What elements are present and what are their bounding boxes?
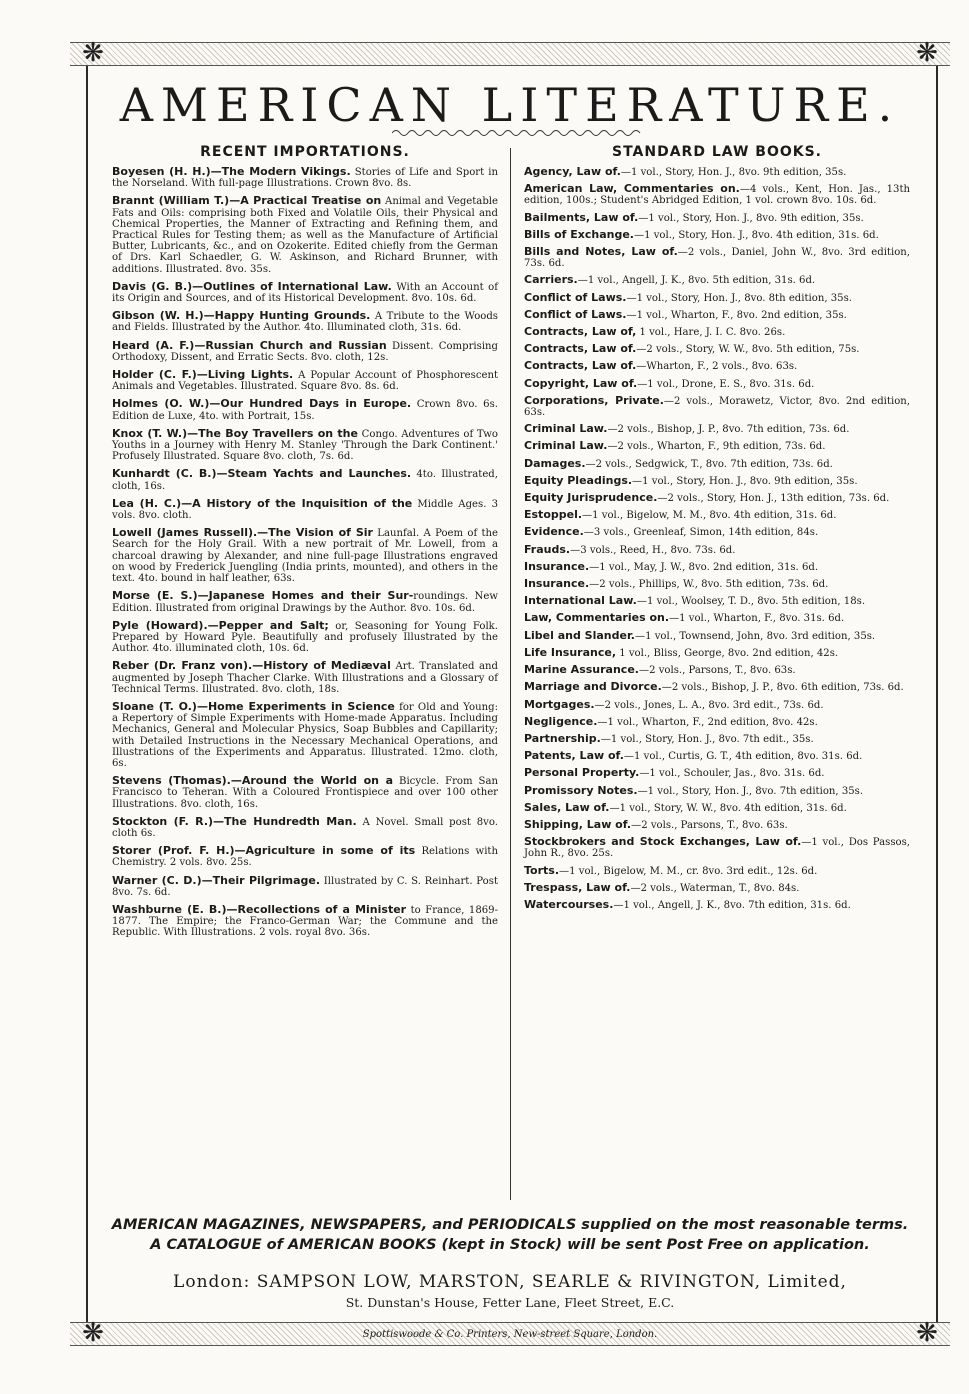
book-entry [524, 681, 910, 693]
corner-ornament-icon: ❋ [82, 38, 104, 68]
book-heading: Conflict of Laws. [524, 290, 627, 304]
book-details: —1 vol., Wharton, F., 8vo. 31s. 6d. [669, 613, 845, 625]
book-details: —3 vols., Greenleaf, Simon, 14th edition, 84s. [583, 527, 819, 539]
book-details: —2 vols., Parsons, T., 8vo. 63s. [631, 819, 788, 831]
book-entry [112, 590, 498, 613]
book-details: A Novel. Small post 8vo. cloth 6s. [112, 816, 498, 839]
book-entry [524, 544, 910, 556]
book-heading: Damages. [524, 456, 586, 470]
book-entry [524, 595, 910, 607]
book-entry [524, 395, 910, 418]
book-entry [524, 309, 910, 321]
book-entry [524, 343, 910, 355]
book-heading: Storer (Prof. F. H.)—Agriculture in some of its [112, 844, 416, 858]
book-entry [524, 647, 910, 659]
book-entry [524, 440, 910, 452]
book-details: —2 vols., Jones, L. A., 8vo. 3rd edit., 73s. 6d. [594, 699, 824, 711]
book-heading: Criminal Law. [524, 422, 608, 436]
book-details: —4 vols., Kent, Hon. Jas., 13th edition, 100s.; Student's Abridged Edition, 1 vol. crown 8vo. 10s. 6d. [524, 184, 910, 207]
book-details: —Wharton, F., 2 vols., 8vo. 63s. [636, 361, 798, 373]
recent-importations-column [112, 144, 498, 945]
book-heading: Contracts, Law of. [524, 342, 637, 356]
book-heading: Gibson (W. H.)—Happy Hunting Grounds. [112, 309, 371, 323]
book-entry [524, 326, 910, 338]
book-entry [524, 612, 910, 624]
book-details: for Old and Young: a Repertory of Simple Experiments with Home-made Apparatus. Including Mechanics, General and Molecular Physics, Soap Bubbles and Capillarity; with Detailed Instructions in the Necessary Mechanical Operations, and Illustrations of the Experiments and Apparatus. Illustrated. 12mo. cloth, 6s. [112, 701, 498, 769]
book-entry [112, 166, 498, 189]
book-details: —2 vols., Parsons, T., 8vo. 63s. [638, 665, 796, 677]
top-ornament-band [70, 42, 950, 66]
book-heading: Carriers. [524, 273, 578, 287]
book-details: —2 vols., Story, Hon. J., 13th edition, 73s. 6d. [657, 493, 890, 505]
book-details: —2 vols., Story, W. W., 8vo. 5th edition, 75s. [636, 344, 860, 356]
book-details: —1 vol., Story, Hon. J., 8vo. 9th edition, 35s. [620, 167, 847, 178]
footer-line: A CATALOGUE of AMERICAN BOOKS (kept in Stock) will be sent Post Free on application. [150, 1237, 870, 1253]
book-heading: Contracts, Law of. [524, 359, 637, 373]
standard-law-books-column [524, 144, 910, 916]
footer-line: AMERICAN MAGAZINES, NEWSPAPERS, and PERIODICALS supplied on the most reasonable terms. [111, 1217, 909, 1233]
book-heading: Agency, Law of. [524, 165, 621, 178]
book-entry [524, 578, 910, 590]
book-entry [524, 166, 910, 178]
book-details: —1 vol., Bigelow, M. M., cr. 8vo. 3rd edit., 12s. 6d. [559, 865, 818, 877]
book-entry [524, 423, 910, 435]
address-line: St. Dunstan's House, Fetter Lane, Fleet Street, E.C. [345, 1295, 675, 1310]
book-heading: Sloane (T. O.)—Home Experiments in Science [112, 699, 395, 713]
book-heading: Marine Assurance. [524, 663, 639, 677]
book-details: or, Seasoning for Young Folk. Prepared by Howard Pyle. Beautifully and profusely Illustrated by the Author. 4to. illuminated cloth, 10s. 6d. [112, 620, 498, 655]
book-details: A Popular Account of Phosphorescent Animals and Vegetables. Illustrated. Square 8vo. 8s. 6d. [112, 370, 499, 393]
book-entry [524, 292, 910, 304]
book-entry [524, 509, 910, 521]
book-details: —1 vol., Schouler, Jas., 8vo. 31s. 6d. [639, 768, 825, 780]
book-details: —3 vols., Reed, H., 8vo. 73s. 6d. [570, 544, 736, 556]
book-entry [112, 701, 498, 769]
book-entry [524, 526, 910, 538]
book-details: —1 vol., Townsend, John, 8vo. 3rd edition, 35s. [635, 630, 876, 642]
book-entry [524, 274, 910, 286]
book-heading: Estoppel. [524, 508, 583, 522]
book-details: A Tribute to the Woods and Fields. Illustrated by the Author. 4to. Illuminated cloth, 31s. 6d. [112, 311, 498, 334]
book-heading: Equity Jurisprudence. [524, 491, 658, 505]
book-details: Launfal. A Poem of the Search for the Holy Grail. With a new portrait of Mr. Lowell, from a charcoal drawing by Alexander, and nine full-page Illustrations engraved on wood by Frederick Juengling (India prints, mounted), and others in the text. 4to. bound in half leather, 63s. [112, 528, 499, 585]
book-details: —2 vols., Phillips, W., 8vo. 5th edition, 73s. 6d. [589, 579, 829, 591]
book-details: 1 vol., Bliss, George, 8vo. 2nd edition, 42s. [616, 647, 839, 659]
book-entry [112, 816, 498, 839]
book-details: —1 vol., Wharton, F., 2nd edition, 8vo. 42s. [597, 716, 818, 728]
book-entry [524, 378, 910, 390]
book-details: —1 vol., Angell, J. K., 8vo. 5th edition, 31s. 6d. [577, 275, 816, 287]
book-heading: Partnership. [524, 731, 601, 745]
book-entry [524, 561, 910, 573]
book-details: —2 vols., Wharton, F., 9th edition, 73s. 6d. [607, 441, 826, 453]
book-entry [524, 865, 910, 877]
book-details: —1 vol., Woolsey, T. D., 8vo. 5th edition, 18s. [636, 596, 866, 608]
book-entry [524, 699, 910, 711]
printer-imprint: Spottiswoode & Co. Printers, New-street Square, London. [362, 1329, 658, 1340]
book-heading: Watercourses. [524, 897, 614, 911]
book-details: Congo. Adventures of Two Youths in a Journey with Henry M. Stanley 'Through the Dark Continent.' Profusely Illustrated. Square 8vo. cloth, 7s. 6d. [112, 428, 498, 463]
book-entry [112, 660, 498, 695]
book-heading: Shipping, Law of. [524, 817, 632, 831]
book-details: Animal and Vegetable Fats and Oils: comprising both Fixed and Volatile Oils, their Physical and Chemical Properties, the Manner of Extracting and Refining them, and Practical Rules for Testing them; as well as the Manufacture of Artificial Butter, Lubricants, &c., and on Ozokerite. Edited chiefly from the German of Drs. Karl Schaedler, G. W. Askinson, and Richard Brunner, with additions. Illustrated. 8vo. 35s. [112, 196, 498, 275]
book-details: to France, 1869-1877. The Empire; the Franco-German War; the Commune and the Republic. With Illustrations. 2 vols. royal 8vo. 36s. [112, 904, 498, 939]
book-heading: Criminal Law. [524, 439, 608, 453]
book-entry [524, 899, 910, 911]
book-entry [524, 664, 910, 676]
book-heading: Reber (Dr. Franz von).—History of Mediæval [112, 659, 391, 673]
book-heading: Sales, Law of. [524, 800, 610, 814]
book-heading: Evidence. [524, 525, 584, 539]
book-heading: Insurance. [524, 559, 590, 573]
book-entry [524, 750, 910, 762]
book-details: —2 vols., Morawetz, Victor, 8vo. 2nd edition, 63s. [524, 395, 910, 419]
book-heading: Washburne (E. B.)—Recollections of a Minister [112, 902, 407, 916]
book-heading: Davis (G. B.)—Outlines of International Law. [112, 279, 392, 293]
book-details: Bicycle. From San Francisco to Teheran. With a Coloured Frontispiece and over 100 other Illustrations. 8vo. cloth, 16s. [112, 776, 498, 810]
book-heading: Trespass, Law of. [524, 880, 631, 894]
book-heading: International Law. [524, 594, 637, 608]
book-heading: Insurance. [524, 577, 590, 591]
book-heading: Promissory Notes. [524, 783, 638, 797]
book-entry [524, 458, 910, 470]
book-entry [524, 836, 910, 859]
book-heading: Libel and Slander. [524, 628, 635, 642]
book-details: —1 vol., May, J. W., 8vo. 2nd edition, 31s. 6d. [589, 561, 819, 573]
book-heading: Copyright, Law of. [524, 376, 638, 390]
book-heading: Boyesen (H. H.)—The Modern Vikings. [112, 165, 351, 178]
book-entry [524, 630, 910, 642]
corner-ornament-icon: ❋ [916, 38, 938, 68]
book-details: —1 vol., Dos Passos, John R., 8vo. 25s. [524, 837, 910, 860]
book-entry [524, 360, 910, 372]
book-entry [524, 212, 910, 224]
book-details: —1 vol., Story, Hon. J., 8vo. 4th edition, 31s. 6d. [633, 229, 879, 241]
book-heading: Stevens (Thomas).—Around the World on a [112, 774, 394, 788]
book-details: Middle Ages. 3 vols. 8vo. cloth. [112, 498, 498, 522]
book-heading: Stockton (F. R.)—The Hundredth Man. [112, 814, 357, 828]
book-entry [112, 498, 498, 521]
book-entry [112, 340, 498, 363]
book-heading: Torts. [524, 863, 560, 877]
book-heading: Patents, Law of. [524, 749, 624, 763]
book-heading: Marriage and Divorce. [524, 680, 662, 694]
book-details: —1 vol., Bigelow, M. M., 8vo. 4th edition, 31s. 6d. [582, 510, 837, 522]
book-entry [112, 195, 498, 274]
book-entry [524, 733, 910, 745]
footer-notice [100, 1215, 920, 1255]
book-details: Crown 8vo. 6s. Edition de Luxe, 4to. with Portrait, 15s. [112, 399, 498, 422]
book-heading: Corporations, Private. [524, 393, 664, 407]
book-heading: Holmes (O. W.)—Our Hundred Days in Europe. [112, 397, 412, 411]
book-entry [112, 281, 498, 304]
corner-ornament-icon: ❋ [82, 1318, 104, 1348]
book-heading: Conflict of Laws. [524, 307, 627, 321]
importations-list [112, 166, 498, 939]
book-heading: Bills of Exchange. [524, 227, 634, 241]
book-details: Stories of Life and Sport in the Norseland. With full-page Illustrations. Crown 8vo. 8s. [112, 167, 498, 190]
section-heading: RECENT IMPORTATIONS. [200, 144, 410, 160]
book-entry [112, 845, 498, 868]
book-entry [112, 904, 498, 939]
book-entry [524, 475, 910, 487]
book-heading: Frauds. [524, 542, 571, 556]
book-details: —1 vol., Wharton, F., 8vo. 2nd edition, 35s. [626, 309, 847, 321]
book-entry [112, 310, 498, 333]
book-details: Relations with Chemistry. 2 vols. 8vo. 25s. [112, 846, 498, 869]
book-heading: Equity Pleadings. [524, 473, 633, 487]
publisher-line: London: SAMPSON LOW, MARSTON, SEARLE & RIVINGTON, Limited, [173, 1272, 847, 1292]
book-details: 1 vol., Hare, J. I. C. 8vo. 26s. [636, 327, 786, 339]
book-details: —2 vols., Bishop, J. P., 8vo. 6th edition, 73s. 6d. [661, 682, 904, 694]
book-entry [524, 492, 910, 504]
book-details: —1 vol., Curtis, G. T., 4th edition, 8vo. 31s. 6d. [623, 751, 863, 763]
book-details: —1 vol., Story, Hon. J., 8vo. 7th edit., 35s. [600, 733, 814, 745]
book-heading: Warner (C. D.)—Their Pilgrimage. [112, 873, 321, 887]
book-details: —1 vol., Story, Hon. J., 8vo. 7th edition, 35s. [637, 785, 864, 797]
book-heading: American Law, Commentaries on. [524, 182, 740, 196]
book-details: —1 vol., Story, W. W., 8vo. 4th edition, 31s. 6d. [609, 802, 847, 814]
book-heading: Lowell (James Russell).—The Vision of Sir [112, 526, 373, 540]
book-entry [524, 882, 910, 894]
book-entry [112, 428, 498, 463]
book-heading: Kunhardt (C. B.)—Steam Yachts and Launches. [112, 467, 412, 481]
book-entry [112, 875, 498, 898]
book-entry [112, 468, 498, 491]
book-heading: Holder (C. F.)—Living Lights. [112, 368, 294, 382]
book-entry [524, 229, 910, 241]
book-entry [112, 775, 498, 810]
book-details: 4to. Illustrated, cloth, 16s. [112, 469, 498, 492]
book-details: —1 vol., Drone, E. S., 8vo. 31s. 6d. [637, 378, 815, 390]
book-heading: Knox (T. W.)—The Boy Travellers on the [112, 426, 358, 440]
book-heading: Brannt (William T.)—A Practical Treatise on [112, 194, 382, 208]
book-details: —2 vols., Daniel, John W., 8vo. 3rd edition, 73s. 6d. [524, 247, 910, 270]
book-entry [112, 527, 498, 584]
book-details: Illustrated by C. S. Reinhart. Post 8vo. 7s. 6d. [112, 875, 498, 898]
book-details: —1 vol., Story, Hon. J., 8vo. 8th edition, 35s. [626, 292, 852, 304]
book-details: —1 vol., Story, Hon. J., 8vo. 9th edition, 35s. [638, 212, 864, 224]
book-entry [524, 785, 910, 797]
book-heading: Negligence. [524, 714, 598, 728]
book-details: With an Account of its Origin and Sources, and of its Historical Development. 8vo. 10s. 6d. [112, 281, 498, 305]
book-entry [524, 183, 910, 206]
book-heading: Law, Commentaries on. [524, 611, 670, 625]
book-details: Dissent. Comprising Orthodoxy, Dissent, and Erratic Sects. 8vo. cloth, 12s. [112, 340, 499, 363]
page-title: AMERICAN LITERATURE. [119, 78, 901, 132]
book-entry [524, 802, 910, 814]
book-details: —2 vols., Waterman, T., 8vo. 84s. [630, 882, 800, 894]
law-books-list [524, 166, 910, 911]
book-heading: Contracts, Law of, [524, 325, 637, 339]
wavy-rule [392, 128, 642, 138]
book-heading: Lea (H. C.)—A History of the Inquisition of the [112, 496, 413, 510]
book-details: —1 vol., Story, Hon. J., 8vo. 9th edition, 35s. [632, 475, 858, 487]
book-heading: Personal Property. [524, 766, 640, 780]
book-details: —2 vols., Sedgwick, T., 8vo. 7th edition, 73s. 6d. [585, 458, 833, 470]
book-heading: Bailments, Law of. [524, 210, 639, 224]
book-heading: Mortgages. [524, 697, 595, 711]
book-details: roundings. New Edition. Illustrated from original Drawings by the Author. 8vo. 10s. 6d. [112, 591, 498, 614]
book-heading: Stockbrokers and Stock Exchanges, Law of. [524, 835, 802, 849]
book-heading: Pyle (Howard).—Pepper and Salt; [112, 618, 329, 632]
book-details: —1 vol., Angell, J. K., 8vo. 7th edition, 31s. 6d. [613, 899, 851, 911]
book-details: Art. Translated and augmented by Joseph Thacher Clarke. With Illustrations and a Glossary of Technical Terms. Illustrated. 8vo. cloth, 18s. [112, 661, 499, 695]
book-entry [112, 398, 498, 421]
corner-ornament-icon: ❋ [916, 1318, 938, 1348]
book-heading: Life Insurance, [524, 645, 616, 659]
book-entry [524, 819, 910, 831]
section-heading: STANDARD LAW BOOKS. [612, 144, 822, 160]
book-heading: Bills and Notes, Law of. [524, 245, 678, 259]
book-entry [112, 369, 498, 392]
book-heading: Heard (A. F.)—Russian Church and Russian [112, 338, 387, 352]
book-details: —2 vols., Bishop, J. P., 8vo. 7th edition, 73s. 6d. [607, 424, 850, 436]
book-entry [524, 716, 910, 728]
book-entry [524, 246, 910, 269]
book-entry [112, 620, 498, 655]
column-divider [510, 148, 511, 1200]
book-entry [524, 767, 910, 779]
book-heading: Morse (E. S.)—Japanese Homes and their Sur- [112, 589, 414, 603]
